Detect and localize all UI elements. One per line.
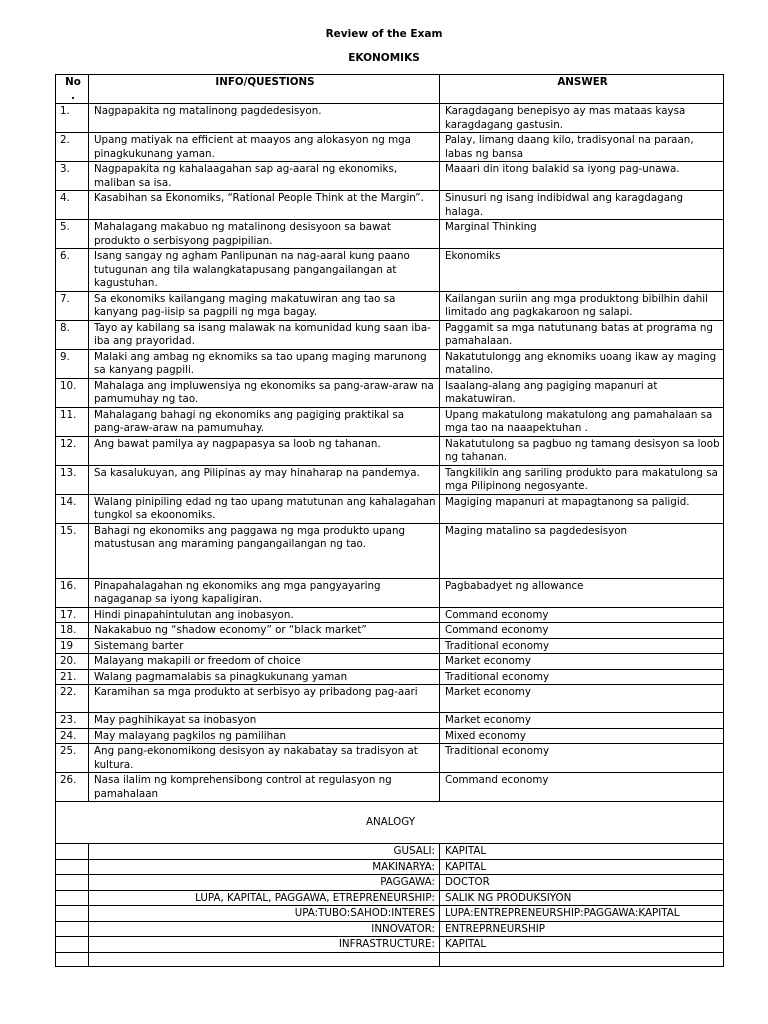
document-title: Review of the Exam [325,28,443,40]
row-number: 18. [56,623,89,639]
analogy-title-row [56,802,724,844]
header-no: No . [56,75,89,104]
analogy-row [56,952,724,966]
analogy-spacer-cell [56,890,89,906]
analogy-spacer-cell [56,952,89,966]
table-row [56,162,724,191]
analogy-left-cell: MAKINARYA: [89,859,440,875]
row-number: 19 [56,638,89,654]
analogy-right-cell: KAPITAL [440,844,724,860]
analogy-left-cell [89,952,440,966]
analogy-left-cell: INNOVATOR: [89,921,440,937]
question-cell: Isang sangay ng agham Panlipunan na nag-aaral kung paano tutugunan ang tila walangkatapusang pangangailangan at kagustuhan. [89,249,440,292]
table-row [56,407,724,436]
table-row [56,623,724,639]
answer-cell: Pagbabadyet ng allowance [440,578,724,607]
answer-cell: Maaari din itong balakid sa iyong pag-unawa. [440,162,724,191]
question-cell: Hindi pinapahintulutan ang inobasyon. [89,607,440,623]
row-number: 22. [56,685,89,713]
question-cell: Nakakabuo ng “shadow economy” or “black market” [89,623,440,639]
row-number: 21. [56,669,89,685]
question-cell: May malayang pagkilos ng pamilihan [89,728,440,744]
analogy-row [56,921,724,937]
table-row [56,523,724,578]
table-row [56,713,724,729]
analogy-title: ANALOGY [56,802,724,844]
answer-cell: Paggamit sa mga natutunang batas at programa ng pamahalaan. [440,320,724,349]
table-row [56,191,724,220]
table-row [56,220,724,249]
table-row [56,320,724,349]
table-row [56,578,724,607]
analogy-body [56,802,724,967]
analogy-right-cell [440,952,724,966]
row-number: 13. [56,465,89,494]
review-table [55,74,724,967]
answer-cell: Market economy [440,685,724,713]
row-number: 8. [56,320,89,349]
analogy-row [56,890,724,906]
question-cell: Nasa ilalim ng komprehensibong control at regulasyon ng pamahalaan [89,773,440,802]
table-row [56,685,724,713]
table-row [56,378,724,407]
question-cell: Sa kasalukuyan, ang Pilipinas ay may hinaharap na pandemya. [89,465,440,494]
table-header-row [56,75,724,104]
qa-body [56,104,724,802]
answer-cell: Command economy [440,773,724,802]
table-row [56,669,724,685]
row-number: 20. [56,654,89,670]
answer-cell: Command economy [440,607,724,623]
analogy-spacer-cell [56,921,89,937]
table-row [56,744,724,773]
table-row [56,607,724,623]
answer-cell: Sinusuri ng isang indibidwal ang karagdagang halaga. [440,191,724,220]
question-cell: Mahalaga ang impluwensiya ng ekonomiks sa pang-araw-araw na pamumuhay ng tao. [89,378,440,407]
question-cell: Walang pinipiling edad ng tao upang matutunan ang kahalagahan tungkol sa ekoonomiks. [89,494,440,523]
table-row [56,249,724,292]
analogy-right-cell: KAPITAL [440,859,724,875]
answer-cell: Traditional economy [440,638,724,654]
answer-cell: Magiging mapanuri at mapagtanong sa paligid. [440,494,724,523]
analogy-row [56,859,724,875]
answer-cell: Maging matalino sa pagdedesisyon [440,523,724,578]
question-cell: Pinapahalagahan ng ekonomiks ang mga pangyayaring nagaganap sa iyong kapaligiran. [89,578,440,607]
answer-cell: Palay, limang daang kilo, tradisyonal na paraan, labas ng bansa [440,133,724,162]
answer-cell: Nakatutulongg ang eknomiks uoang ikaw ay maging matalino. [440,349,724,378]
header-answer: ANSWER [440,75,724,104]
analogy-right-cell: KAPITAL [440,937,724,953]
question-cell: Upang matiyak na efficient at maayos ang alokasyon ng mga pinagkukunang yaman. [89,133,440,162]
analogy-spacer-cell [56,875,89,891]
row-number: 17. [56,607,89,623]
question-cell: Ang bawat pamilya ay nagpapasya sa loob ng tahanan. [89,436,440,465]
row-number: 12. [56,436,89,465]
analogy-row [56,937,724,953]
row-number: 24. [56,728,89,744]
answer-cell: Traditional economy [440,669,724,685]
answer-cell: Karagdagang benepisyo ay mas mataas kaysa karagdagang gastusin. [440,104,724,133]
analogy-left-cell: LUPA, KAPITAL, PAGGAWA, ETREPRENEURSHIP: [89,890,440,906]
row-number: 10. [56,378,89,407]
answer-cell: Upang makatulong makatulong ang pamahalaan sa mga tao na naaapektuhan . [440,407,724,436]
table-row [56,349,724,378]
row-number: 15. [56,523,89,578]
row-number: 14. [56,494,89,523]
question-cell: Malayang makapili or freedom of choice [89,654,440,670]
row-number: 1. [56,104,89,133]
row-number: 23. [56,713,89,729]
answer-cell: Market economy [440,654,724,670]
analogy-spacer-cell [56,937,89,953]
question-cell: Sistemang barter [89,638,440,654]
row-number: 11. [56,407,89,436]
table-row [56,436,724,465]
analogy-left-cell: UPA:TUBO:SAHOD:INTERES [89,906,440,922]
analogy-left-cell: PAGGAWA: [89,875,440,891]
row-number: 5. [56,220,89,249]
question-cell: Mahalagang makabuo ng matalinong desisyoon sa bawat produkto o serbisyong pagpipilian. [89,220,440,249]
answer-cell: Traditional economy [440,744,724,773]
table-row [56,291,724,320]
answer-cell: Marginal Thinking [440,220,724,249]
question-cell: Walang pagmamalabis sa pinagkukunang yaman [89,669,440,685]
table-row [56,773,724,802]
row-number: 3. [56,162,89,191]
question-cell: Ang pang-ekonomikong desisyon ay nakabatay sa tradisyon at kultura. [89,744,440,773]
analogy-row [56,875,724,891]
question-cell: May paghihikayat sa inobasyon [89,713,440,729]
row-number: 16. [56,578,89,607]
question-cell: Karamihan sa mga produkto at serbisyo ay pribadong pag-aari [89,685,440,713]
answer-cell: Tangkilikin ang sariling produkto para makatulong sa mga Pilipinong negosyante. [440,465,724,494]
row-number: 6. [56,249,89,292]
question-cell: Malaki ang ambag ng eknomiks sa tao upang maging marunong sa kanyang pagpili. [89,349,440,378]
question-cell: Mahalagang bahagi ng ekonomiks ang pagiging praktikal sa pang-araw-araw na pamumuhay. [89,407,440,436]
answer-cell: Isaalang-alang ang pagiging mapanuri at makatuwiran. [440,378,724,407]
question-cell: Bahagi ng ekonomiks ang paggawa ng mga produkto upang matustusan ang maraming pangangailangan ng tao. [89,523,440,578]
analogy-left-cell: GUSALI: [89,844,440,860]
analogy-row [56,906,724,922]
header-question: INFO/QUESTIONS [89,75,440,104]
answer-cell: Nakatutulong sa pagbuo ng tamang desisyon sa loob ng tahanan. [440,436,724,465]
answer-cell: Command economy [440,623,724,639]
row-number: 4. [56,191,89,220]
analogy-right-cell: SALIK NG PRODUKSIYON [440,890,724,906]
subject-title: EKONOMIKS [348,52,420,64]
row-number: 2. [56,133,89,162]
table-row [56,638,724,654]
row-number: 7. [56,291,89,320]
analogy-left-cell: INFRASTRUCTURE: [89,937,440,953]
answer-cell: Mixed economy [440,728,724,744]
question-cell: Sa ekonomiks kailangang maging makatuwiran ang tao sa kanyang pag-iisip sa pagpili ng mga bagay. [89,291,440,320]
question-cell: Nagpapakita ng matalinong pagdedesisyon. [89,104,440,133]
table-row [56,654,724,670]
table-row [56,465,724,494]
table-row [56,728,724,744]
table-row [56,104,724,133]
answer-cell: Market economy [440,713,724,729]
question-cell: Tayo ay kabilang sa isang malawak na komunidad kung saan iba-iba ang prayoridad. [89,320,440,349]
table-row [56,133,724,162]
row-number: 9. [56,349,89,378]
row-number: 25. [56,744,89,773]
analogy-spacer-cell [56,859,89,875]
analogy-right-cell: DOCTOR [440,875,724,891]
table-row [56,494,724,523]
analogy-row [56,844,724,860]
question-cell: Kasabihan sa Ekonomiks, “Rational People Think at the Margin”. [89,191,440,220]
analogy-right-cell: LUPA:ENTREPRENEURSHIP:PAGGAWA:KAPITAL [440,906,724,922]
row-number: 26. [56,773,89,802]
analogy-right-cell: ENTREPRNEURSHIP [440,921,724,937]
question-cell: Nagpapakita ng kahalaagahan sap ag-aaral ng ekonomiks, maliban sa isa. [89,162,440,191]
answer-cell: Ekonomiks [440,249,724,292]
answer-cell: Kailangan suriin ang mga produktong bibilhin dahil limitado ang pagkakaroon ng salapi. [440,291,724,320]
analogy-spacer-cell [56,906,89,922]
analogy-spacer-cell [56,844,89,860]
